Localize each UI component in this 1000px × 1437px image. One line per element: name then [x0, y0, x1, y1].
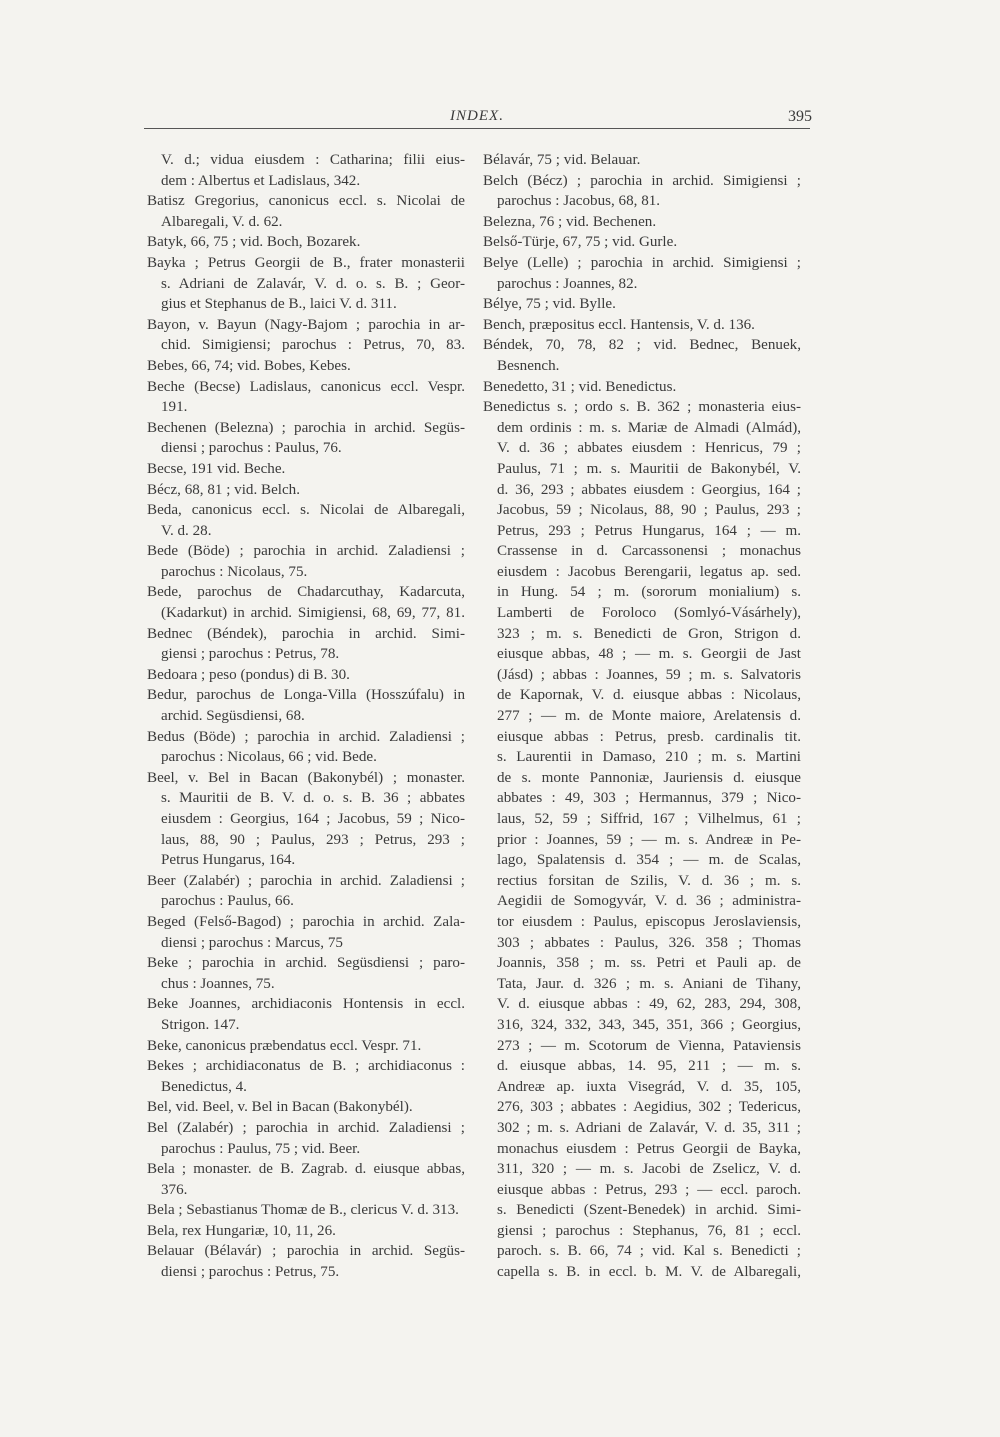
index-entry-line: Belch (Bécz) ; parochia in archid. Simigiensi ;	[483, 172, 801, 189]
index-entry-continuation: paroch. s. B. 66, 74 ; vid. Kal s. Benedicti ;	[497, 1243, 801, 1260]
index-entry-continuation: 316, 324, 332, 343, 345, 351, 366 ; Georgius,	[497, 1016, 801, 1033]
index-entry-continuation: diensi ; parochus : Paulus, 76.	[161, 440, 342, 457]
index-entry-line: Beke ; parochia in archid. Següsdiensi ; paro-	[147, 955, 465, 972]
index-entry-line: Beged (Felső-Bagod) ; parochia in archid. Zala-	[147, 913, 465, 930]
index-entry-continuation: diensi ; parochus : Petrus, 75.	[161, 1264, 340, 1281]
index-entry-continuation: V. d. eiusque abbas : 49, 62, 283, 294, 308,	[497, 996, 801, 1013]
index-entry-continuation: 303 ; abbates : Paulus, 326. 358 ; Thomas	[497, 934, 801, 951]
index-entry-continuation: parochus : Nicolaus, 75.	[161, 563, 308, 580]
index-entry-line: Bel (Zalabér) ; parochia in archid. Zaladiensi ;	[147, 1119, 465, 1136]
index-entry-continuation: Albaregali, V. d. 62.	[161, 213, 283, 230]
index-entry-continuation: V. d. 36 ; abbates eiusdem : Henricus, 79 ;	[497, 440, 801, 457]
index-entry-continuation: gius et Stephanus de B., laici V. d. 311.	[161, 296, 397, 313]
index-entry-continuation: Andreæ ap. iuxta Visegrád, V. d. 35, 105,	[497, 1078, 801, 1095]
index-entry-line: Batyk, 66, 75 ; vid. Boch, Bozarek.	[147, 234, 361, 251]
index-entry-continuation: tor eiusdem : Paulus, episcopus Jeroslaviensis,	[497, 913, 801, 930]
index-entry-line: Bench, præpositus eccl. Hantensis, V. d. 136.	[483, 316, 755, 333]
index-entry-continuation: rectius forsitan de Szilis, V. d. 36 ; m. s.	[497, 872, 801, 889]
index-entry-continuation: 311, 320 ; — m. s. Jacobi de Zselicz, V. d.	[497, 1161, 801, 1178]
index-entry-line: Bedus (Böde) ; parochia in archid. Zaladiensi ;	[147, 728, 465, 745]
left-column	[147, 150, 465, 1283]
index-entry-line: Belső-Türje, 67, 75 ; vid. Gurle.	[483, 234, 678, 251]
index-entry-continuation: giensi ; parochus : Petrus, 78.	[161, 646, 340, 663]
index-entry-continuation: d. eiusque abbas, 14. 95, 211 ; — m. s.	[497, 1058, 801, 1075]
index-entry-line: Benedetto, 31 ; vid. Benedictus.	[483, 378, 677, 395]
index-entry-continuation: s. Adriani de Zalavár, V. d. o. s. B. ; Geor-	[161, 275, 465, 292]
index-entry-continuation: 277 ; — m. de Monte maiore, Arelatensis d.	[497, 708, 801, 725]
index-entry-line: Bayon, v. Bayun (Nagy-Bajom ; parochia in ar-	[147, 316, 465, 333]
index-entry-continuation: eiusque abbas, 48 ; — m. s. Georgii de Jast	[497, 646, 801, 663]
index-entry-continuation: Paulus, 71 ; m. s. Mauritii de Bakonybél, V.	[497, 460, 801, 477]
index-entry-line: Bélavár, 75 ; vid. Belauar.	[483, 152, 641, 168]
index-entry-continuation: parochus : Joannes, 82.	[497, 275, 638, 292]
index-entry-line: Beche (Becse) Ladislaus, canonicus eccl. Vespr.	[147, 378, 465, 395]
index-entry-continuation: 376.	[161, 1181, 188, 1198]
index-entry-continuation: dem ordinis : m. s. Mariæ de Almadi (Almád),	[497, 419, 801, 436]
index-entry-continuation: 323 ; m. s. Benedicti de Gron, Strigon d.	[497, 625, 801, 642]
index-entry-continuation: abbates : 49, 303 ; Hermannus, 379 ; Nico-	[497, 790, 801, 807]
index-entry-continuation: s. Benedicti (Szent-Benedek) in archid. Simi-	[497, 1202, 801, 1219]
index-entry-continuation: eiusque abbas : Petrus, presb. cardinalis tit.	[497, 728, 801, 745]
index-entry-line: Bede (Böde) ; parochia in archid. Zaladiensi ;	[147, 543, 465, 560]
index-entry-continuation: s. Laurentii in Damaso, 210 ; m. s. Martini	[497, 749, 801, 766]
index-entry-continuation: parochus : Jacobus, 68, 81.	[497, 193, 661, 210]
index-entry-continuation: Petrus Hungarus, 164.	[161, 852, 296, 869]
index-entry-continuation: chid. Simigiensi; parochus : Petrus, 70, 83.	[161, 337, 465, 354]
index-entry-continuation: Petrus, 293 ; Petrus Hungarus, 164 ; — m.	[497, 522, 801, 539]
index-entry-continuation: 276, 303 ; abbates : Aegidius, 302 ; Tedericus,	[497, 1099, 801, 1116]
index-entry-continuation: V. d. 28.	[161, 522, 212, 539]
index-entry-continuation: (Jásd) ; abbas : Joannes, 59 ; m. s. Salvatoris	[497, 666, 801, 683]
index-entry-continuation: parochus : Nicolaus, 66 ; vid. Bede.	[161, 749, 377, 766]
index-entry-line: Bede, parochus de Chadarcuthay, Kadarcuta,	[147, 584, 465, 601]
index-entry-line: Becse, 191 vid. Beche.	[147, 460, 286, 477]
index-entry-continuation: Crassense in d. Carcassonensi ; monachus	[497, 543, 801, 560]
index-entry-line: Bekes ; archidiaconatus de B. ; archidiaconus :	[147, 1058, 465, 1075]
index-entry-line: Beda, canonicus eccl. s. Nicolai de Albaregali,	[147, 502, 465, 519]
index-entry-continuation: in Hung. 54 ; m. (sororum monialium) s.	[497, 584, 801, 601]
index-entry-continuation: giensi ; parochus : Stephanus, 76, 81 ; eccl.	[497, 1222, 801, 1239]
index-entry-continuation: Joannis, 358 ; m. ss. Petri et Pauli ap. de	[497, 955, 801, 972]
index-entry-line: Benedictus s. ; ordo s. B. 362 ; monasteria eius-	[483, 399, 801, 416]
index-entry-continuation: Strigon. 147.	[161, 1016, 240, 1033]
index-entry-line: Bécz, 68, 81 ; vid. Belch.	[147, 481, 301, 498]
index-entry-line: Beke Joannes, archidiaconis Hontensis in eccl.	[147, 996, 465, 1013]
index-entry-line: Bélye, 75 ; vid. Bylle.	[483, 296, 616, 313]
index-entry-line: Beke, canonicus præbendatus eccl. Vespr. 71.	[147, 1037, 422, 1054]
index-entry-continuation: 273 ; — m. Scotorum de Vienna, Pataviensis	[497, 1037, 801, 1054]
index-entry-continuation: s. Mauritii de B. V. d. o. s. B. 36 ; abbates	[161, 790, 465, 807]
index-entry-continuation: archid. Següsdiensi, 68.	[161, 708, 305, 725]
index-entry-continuation: eiusque abbas : Petrus, 293 ; — eccl. paroch.	[497, 1181, 801, 1198]
index-entry-continuation: 302 ; m. s. Adriani de Zalavár, V. d. 35, 311 ;	[497, 1119, 801, 1136]
index-entry-continuation: parochus : Paulus, 75 ; vid. Beer.	[161, 1140, 361, 1157]
index-entry-line: Bedur, parochus de Longa-Villa (Hosszúfalu) in	[147, 687, 465, 704]
index-entry-continuation: monachus eiusdem : Petrus Georgii de Bayka,	[497, 1140, 801, 1157]
index-entry-continuation: Besnench.	[497, 357, 560, 374]
index-entry-continuation: diensi ; parochus : Marcus, 75	[161, 934, 343, 951]
index-entry-continuation: parochus : Paulus, 66.	[161, 893, 294, 910]
index-entry-continuation: V. d.; vidua eiusdem : Catharina; filii eius-	[161, 152, 465, 168]
index-entry-continuation: dem : Albertus et Ladislaus, 342.	[161, 172, 361, 189]
index-entry-line: Bela, rex Hungariæ, 10, 11, 26.	[147, 1222, 336, 1239]
index-entry-continuation: chus : Joannes, 75.	[161, 975, 275, 992]
index-entry-continuation: eiusdem : Jacobus Berengarii, legatus ap. sed.	[497, 563, 801, 580]
index-entry-line: Batisz Gregorius, canonicus eccl. s. Nicolai de	[147, 193, 465, 210]
index-entry-line: Belauar (Bélavár) ; parochia in archid. Següs-	[147, 1243, 465, 1260]
index-entry-line: Belezna, 76 ; vid. Bechenen.	[483, 213, 657, 230]
index-entry-continuation: capella s. B. in eccl. b. M. V. de Albaregali,	[497, 1264, 801, 1281]
index-entry-continuation: laus, 52, 59 ; Siffrid, 167 ; Vilhelmus, 61 ;	[497, 811, 801, 827]
right-column	[483, 150, 801, 1283]
index-entry-continuation: Lamberti de Foroloco (Somlyó-Vásárhely),	[497, 605, 801, 622]
index-entry-continuation: lago, Spalatensis d. 354 ; — m. de Scalas,	[497, 852, 801, 869]
index-entry-line: Bebes, 66, 74; vid. Bobes, Kebes.	[147, 357, 351, 374]
page-number: 395	[788, 108, 812, 125]
index-entry-continuation: eiusdem : Georgius, 164 ; Jacobus, 59 ; Nico-	[161, 811, 465, 827]
page-header	[144, 106, 810, 129]
index-entry-line: Bela ; Sebastianus Thomæ de B., clericus V. d. 313.	[147, 1202, 459, 1219]
index-entry-line: Bel, vid. Beel, v. Bel in Bacan (Bakonybél).	[147, 1099, 413, 1116]
index-entry-line: Bedoara ; peso (pondus) di B. 30.	[147, 666, 350, 683]
index-entry-continuation: Benedictus, 4.	[161, 1078, 247, 1095]
index-entry-continuation: prior : Joannes, 59 ; — m. s. Andreæ in Pe-	[497, 831, 801, 848]
index-entry-continuation: de s. monte Pannoniæ, Jauriensis d. eiusque	[497, 769, 801, 786]
index-entry-continuation: de Kapornak, V. d. eiusque abbas : Nicolaus,	[497, 687, 801, 704]
index-entry-line: Beel, v. Bel in Bacan (Bakonybél) ; monaster.	[147, 769, 465, 786]
index-entry-line: Beer (Zalabér) ; parochia in archid. Zaladiensi ;	[147, 872, 465, 889]
index-entry-line: Bednec (Béndek), parochia in archid. Simi-	[147, 625, 465, 642]
index-entry-continuation: (Kadarkut) in archid. Simigiensi, 68, 69, 77, 81.	[161, 605, 465, 622]
index-entry-line: Bela ; monaster. de B. Zagrab. d. eiusque abbas,	[147, 1161, 465, 1178]
index-entry-continuation: laus, 88, 90 ; Paulus, 293 ; Petrus, 293 ;	[161, 831, 465, 848]
index-entry-line: Bayka ; Petrus Georgii de B., frater monasterii	[147, 254, 465, 271]
index-entry-continuation: 191.	[161, 399, 188, 416]
running-title: INDEX.	[450, 108, 504, 124]
index-entry-continuation: d. 36, 293 ; abbates eiusdem : Georgius, 164 ;	[497, 481, 801, 498]
index-entry-line: Béndek, 70, 78, 82 ; vid. Bednec, Benuek,	[483, 337, 801, 354]
index-entry-continuation: Tata, Jaur. d. 326 ; m. s. Aniani de Tihany,	[497, 975, 801, 992]
index-entry-continuation: Jacobus, 59 ; Nicolaus, 88, 90 ; Paulus, 293 ;	[497, 502, 801, 519]
index-entry-continuation: Aegidii de Somogyvár, V. d. 36 ; administra-	[497, 893, 801, 910]
index-entry-line: Bechenen (Belezna) ; parochia in archid. Següs-	[147, 419, 465, 436]
index-entry-line: Belye (Lelle) ; parochia in archid. Simigiensi ;	[483, 254, 801, 271]
